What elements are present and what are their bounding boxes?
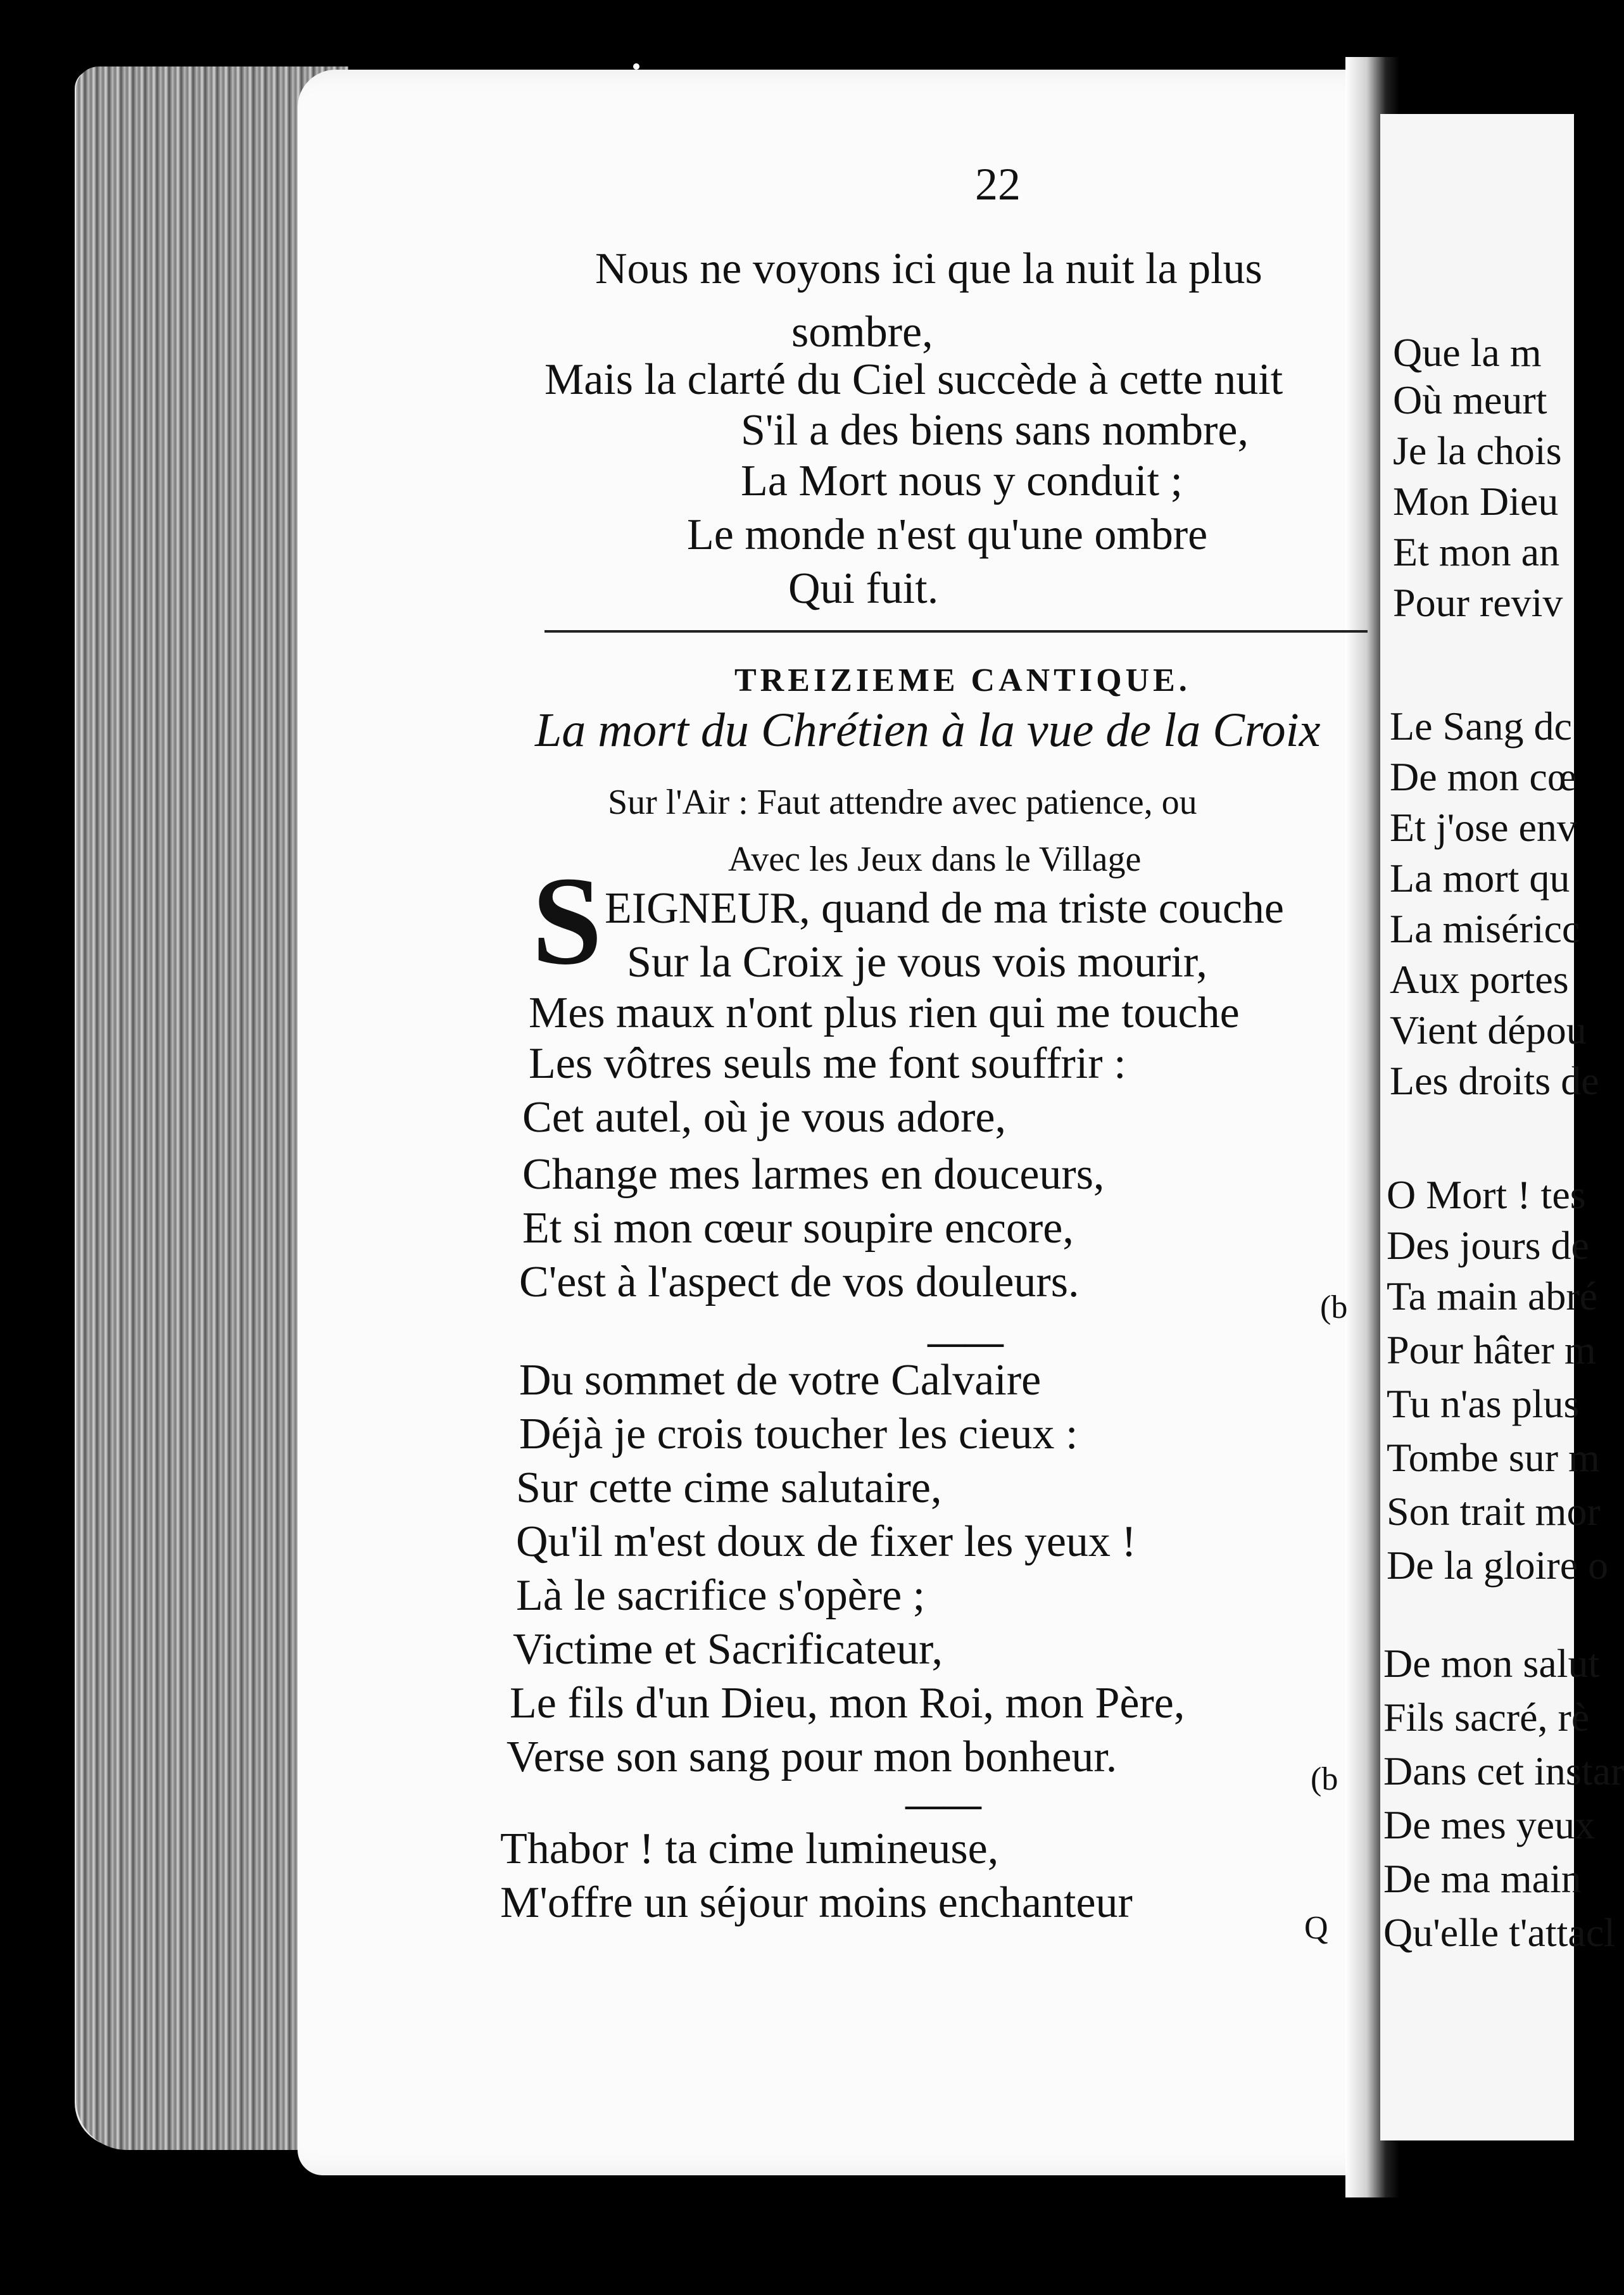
next-page-line: Pour reviv — [1393, 580, 1563, 625]
next-page-line: Son trait mor — [1387, 1489, 1601, 1534]
verse-line: sombre, — [791, 308, 933, 357]
verse-line: Du sommet de votre Calvaire — [519, 1356, 1042, 1405]
next-page-line: Le Sang dc — [1390, 704, 1572, 749]
verse-line: Change mes larmes en douceurs, — [522, 1150, 1105, 1199]
next-page-line: O Mort ! tes — [1387, 1172, 1586, 1217]
verse-line: Verse son sang pour mon bonheur. — [507, 1733, 1117, 1781]
drop-cap: S — [532, 851, 603, 991]
margin-mark: (b — [1311, 1761, 1338, 1797]
verse-line: Les vôtres seuls me font souffrir : — [529, 1039, 1126, 1088]
next-page-line: Mon Dieu — [1393, 479, 1559, 524]
verse-line: Qui fuit. — [788, 564, 939, 613]
next-page-line: De mes yeux — [1383, 1802, 1596, 1847]
verse-line: Qu'il m'est doux de fixer les yeux ! — [516, 1517, 1136, 1566]
verse-line: Cet autel, où je vous adore, — [522, 1093, 1006, 1142]
verse-line: Là le sacrifice s'opère ; — [516, 1571, 926, 1620]
speck-mark — [633, 63, 639, 70]
page-number: 22 — [975, 159, 1021, 210]
next-page-line: Ta main abré — [1387, 1274, 1598, 1318]
verse-line: Et si mon cœur soupire encore, — [522, 1204, 1074, 1253]
next-page-line: Aux portes — [1390, 957, 1569, 1002]
next-page-line: De ma main — [1383, 1856, 1582, 1901]
verse-line: Mais la clarté du Ciel succède à cette nuit — [544, 355, 1283, 404]
next-page-line: Et j'ose env — [1390, 805, 1577, 850]
margin-mark: (b — [1320, 1289, 1348, 1325]
next-page-line: Qu'elle t'attacl — [1383, 1910, 1615, 1955]
next-page-line: Tu n'as plus — [1387, 1381, 1580, 1426]
next-page-line: De la gloire o — [1387, 1543, 1609, 1588]
next-page-line: Les droits de — [1390, 1058, 1599, 1103]
tune-line: Avec les Jeux dans le Village — [728, 840, 1142, 879]
verse-line: Le fils d'un Dieu, mon Roi, mon Père, — [510, 1679, 1185, 1728]
verse-line: Sur cette cime salutaire, — [516, 1464, 942, 1512]
verse-line: Le monde n'est qu'une ombre — [687, 510, 1208, 559]
verse-line: Victime et Sacrificateur, — [513, 1625, 943, 1674]
next-page-line: Où meurt — [1393, 377, 1547, 422]
next-page-line: Dans cet instar — [1383, 1748, 1624, 1793]
verse-line: La Mort nous y conduit ; — [741, 457, 1183, 505]
next-page-line: La mort qu — [1390, 856, 1570, 901]
next-page-line: Tombe sur m — [1387, 1435, 1600, 1480]
next-page-line: Je la chois — [1393, 428, 1562, 473]
tune-line: Sur l'Air : Faut attendre avec patience, ou — [608, 783, 1197, 822]
stanza-separator: —— — [905, 1783, 981, 1825]
verse-line: Déjà je crois toucher les cieux : — [519, 1410, 1078, 1458]
verse-line: Thabor ! ta cime lumineuse, — [500, 1824, 999, 1873]
next-page-line: De mon salut — [1383, 1641, 1600, 1686]
next-page-line: Que la m — [1393, 330, 1542, 375]
verse-line: S'il a des biens sans nombre, — [741, 406, 1249, 455]
next-page-line: Fils sacré, rè — [1383, 1695, 1590, 1740]
next-page-line: Pour hâter m — [1387, 1327, 1596, 1372]
verse-line: C'est à l'aspect de vos douleurs. — [519, 1258, 1080, 1306]
next-page-line: La miséricc — [1390, 906, 1580, 951]
verse-line: M'offre un séjour moins enchanteur — [500, 1878, 1133, 1927]
horizontal-rule — [544, 630, 1368, 633]
next-page-line: Vient dépou — [1390, 1008, 1587, 1053]
verse-line: Mes maux n'ont plus rien qui me touche — [529, 989, 1240, 1037]
right-page-text — [1380, 114, 1624, 2140]
verse-line: EIGNEUR, quand de ma triste couche — [605, 884, 1285, 933]
hymn-subtitle: La mort du Chrétien à la vue de la Croix — [535, 704, 1321, 757]
next-page-line: Et mon an — [1393, 529, 1560, 574]
section-title: TREIZIEME CANTIQUE. — [734, 662, 1191, 699]
verse-line: Nous ne voyons ici que la nuit la plus — [595, 244, 1262, 293]
margin-mark: Q — [1304, 1910, 1328, 1946]
verse-line: Sur la Croix je vous vois mourir, — [627, 938, 1207, 987]
next-page-line: Des jours de — [1387, 1223, 1589, 1268]
stanza-separator: —— — [928, 1321, 1004, 1363]
next-page-line: De mon cœ — [1390, 754, 1577, 799]
